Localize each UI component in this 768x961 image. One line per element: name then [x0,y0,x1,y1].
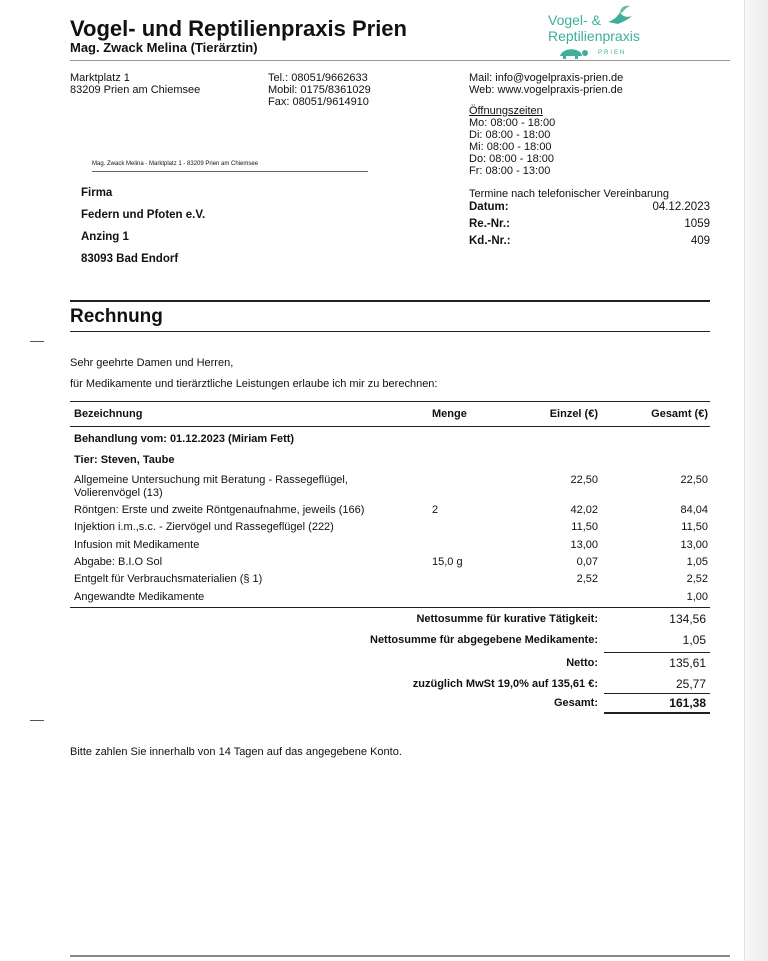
gross-top-rule [604,693,710,694]
invoice-number-label: Re.-Nr.: [469,218,510,230]
row-total: 1,05 [686,556,708,568]
practice-name: Vogel- und Reptilienpraxis Prien [70,16,407,41]
row-description: Infusion mit Medikamente [74,539,200,551]
contact-fax: Fax: 08051/9614910 [268,96,369,108]
row-description: Injektion i.m.,s.c. - Ziervögel und Rassegeflügel (222) [74,521,334,533]
logo-line2: Reptilienpraxis [548,28,640,44]
net-curative-row [300,612,710,628]
table-row [74,539,710,553]
vat-value: 25,77 [675,677,706,691]
title-top-rule [70,300,710,302]
greeting: Sehr geehrte Damen und Herren, [70,357,234,369]
net-curative-value: 134,56 [669,612,706,626]
row-total: 13,00 [680,539,708,551]
row-unit-price: 0,07 [576,556,598,568]
gross-value: 161,38 [669,696,706,710]
fold-mark [30,720,44,721]
hours-line: Mo: 08:00 - 18:00 [469,117,556,129]
page-edge [744,0,768,961]
customer-number-value: 409 [690,235,710,247]
vat-row [300,677,710,693]
hours-line: Do: 08:00 - 18:00 [469,153,555,165]
column-header-unit-price: Einzel (€) [549,408,598,420]
bird-logo-icon [606,4,636,28]
invoice-title: Rechnung [70,306,163,327]
column-header-description: Bezeichnung [74,408,143,420]
row-total: 84,04 [680,504,708,516]
hours-line: Di: 08:00 - 18:00 [469,129,551,141]
net-meds-value: 1,05 [682,633,706,647]
payment-note: Bitte zahlen Sie innerhalb von 14 Tagen auf das angegebene Konto. [70,746,402,758]
sender-line: Mag. Zwack Melina - Marktplatz 1 - 83209 Prien am Chiemsee [92,161,259,167]
hours-line: Fr: 08:00 - 13:00 [469,165,551,177]
recipient-line3: Anzing 1 [81,231,129,243]
table-row [74,521,710,535]
row-unit-price: 2,52 [576,573,598,585]
appointment-note: Termine nach telefonischer Vereinbarung [469,188,669,200]
row-total: 22,50 [680,474,708,486]
invoice-number-value: 1059 [684,218,710,230]
hours-title: Öffnungszeiten [469,105,543,117]
row-description: Angewandte Medikamente [74,591,205,603]
row-unit-price: 42,02 [570,504,598,516]
net-value: 135,61 [669,656,706,670]
net-label: Netto: [566,657,598,669]
contact-mail[interactable]: Mail: info@vogelpraxis-prien.de [469,72,624,84]
contact-city: 83209 Prien am Chiemsee [70,84,201,96]
row-total: 1,00 [686,591,708,603]
recipient-line1: Firma [81,187,113,199]
row-quantity: 15,0 g [432,556,463,568]
gross-label: Gesamt: [553,697,598,709]
row-description: Entgelt für Verbrauchsmaterialien (§ 1) [74,573,263,585]
row-unit-price: 11,50 [571,521,598,533]
footer-rule [70,955,730,957]
contact-street: Marktplatz 1 [70,72,130,84]
net-row [300,656,710,672]
table-bottom-rule [70,607,710,608]
row-total: 2,52 [686,573,708,585]
row-description: Röntgen: Erste und zweite Röntgenaufnahme, jeweils (166) [74,504,365,516]
gross-bottom-rule [604,712,710,714]
column-header-quantity: Menge [432,408,467,420]
gross-row [300,696,710,712]
row-description: Abgabe: B.I.O Sol [74,556,163,568]
row-unit-price: 13,00 [570,539,598,551]
date-value: 04.12.2023 [652,201,710,213]
customer-number-label: Kd.-Nr.: [469,235,511,247]
table-row [74,591,710,605]
column-header-total: Gesamt (€) [651,408,708,420]
row-description: Allgemeine Untersuchung mit Beratung - Rassegeflügel, Volierenvögel (13) [74,474,348,499]
contact-tel: Tel.: 08051/9662633 [268,72,368,84]
vat-label: zuzüglich MwSt 19,0% auf 135,61 €: [412,678,598,690]
contact-web[interactable]: Web: www.vogelpraxis-prien.de [469,84,623,96]
practice-logo [548,4,660,60]
recipient-line2: Federn und Pfoten e.V. [81,209,206,221]
logo-line3: PRIEN [598,50,627,56]
contact-mobil: Mobil: 0175/8361029 [268,84,371,96]
hours-line: Mi: 08:00 - 18:00 [469,141,552,153]
animal-info: Tier: Steven, Taube [74,454,175,466]
row-unit-price: 22,50 [570,474,598,486]
turtle-logo-icon [556,46,590,60]
fold-mark [30,341,44,342]
table-header-row [74,408,710,422]
table-header-rule [70,426,710,427]
vet-name: Mag. Zwack Melina (Tierärztin) [70,40,258,55]
treatment-date: Behandlung vom: 01.12.2023 (Miriam Fett) [74,433,295,445]
table-row [74,504,710,518]
net-meds-label: Nettosumme für abgegebene Medikamente: [370,634,598,646]
date-label: Datum: [469,201,509,213]
header-divider [70,60,730,61]
table-top-rule [70,401,710,402]
table-row [74,556,710,570]
title-bottom-rule [70,331,710,332]
logo-line1: Vogel- & [548,12,601,28]
recipient-line4: 83093 Bad Endorf [81,253,179,265]
sender-underline [92,171,368,172]
row-total: 11,50 [681,521,708,533]
intro-text: für Medikamente und tierärztliche Leistungen erlaube ich mir zu berechnen: [70,378,438,390]
row-quantity: 2 [432,504,439,516]
table-row [74,573,710,587]
net-rule [604,652,710,653]
net-meds-row [300,633,710,649]
table-row [74,474,710,502]
net-curative-label: Nettosumme für kurative Tätigkeit: [416,613,598,625]
